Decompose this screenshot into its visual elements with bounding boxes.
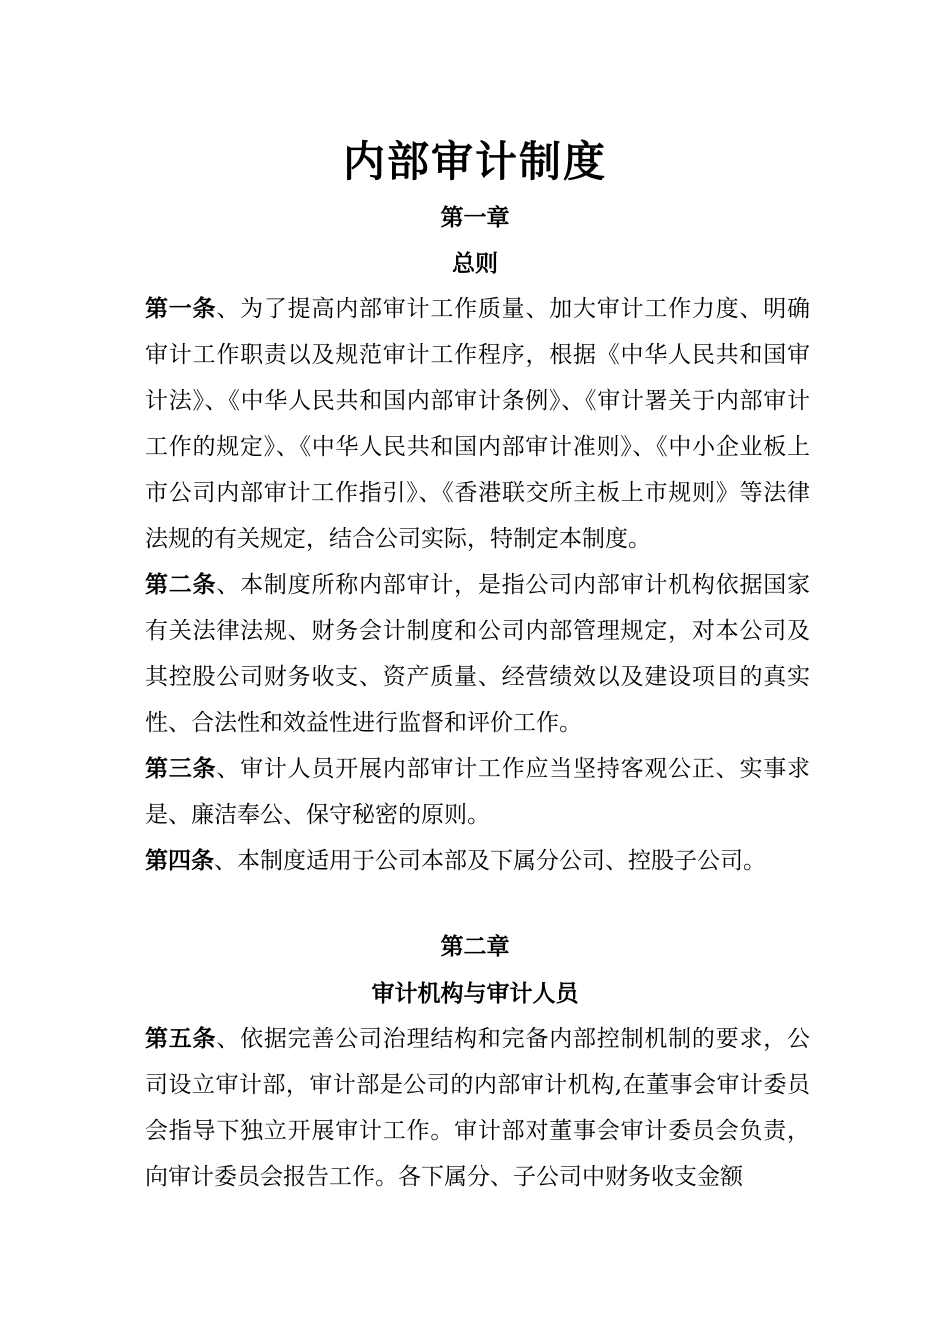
article-1-label: 第一条 [145, 295, 217, 322]
article-4 [145, 838, 810, 884]
article-1 [145, 286, 810, 562]
chapter-2-name: 审计机构与审计人员 [371, 980, 579, 1007]
article-5-text: 、依据完善公司治理结构和完备内部控制机制的要求，公司设立审计部，审计部是公司的内部审计机构,在董事会审计委员会指导下独立开展审计工作。审计部对董事会审计委员会负责，向审计委员会报告工作。各下属分、子公司中财务收支金额 [145, 1026, 811, 1190]
chapter-1-body [145, 286, 810, 884]
article-5 [145, 1016, 810, 1200]
article-4-label: 第四条 [145, 847, 214, 874]
article-1-text: 、为了提高内部审计工作质量、加大审计工作力度、明确审计工作职责以及规范审计工作程序，根据《中华人民共和国审计法》、《中华人民共和国内部审计条例》、《审计署关于内部审计工作的规定》、《中华人民共和国内部审计准则》、《中小企业板上市公司内部审计工作指引》、《香港联交所主板上市规则》等法律法规的有关规定，结合公司实际，特制定本制度。 [145, 296, 811, 552]
article-2-text: 、本制度所称内部审计，是指公司内部审计机构依据国家有关法律法规、财务会计制度和公司内部管理规定，对本公司及其控股公司财务收支、资产质量、经营绩效以及建设项目的真实性、合法性和效益性进行监督和评价工作。 [145, 572, 811, 736]
article-3 [145, 746, 810, 838]
chapter-1-number: 第一章 [440, 204, 510, 231]
document-title: 内部审计制度 [342, 137, 607, 186]
article-4-text: 、本制度适用于公司本部及下属分公司、控股子公司。 [214, 848, 766, 874]
article-2-label: 第二条 [145, 571, 217, 598]
article-3-label: 第三条 [145, 755, 217, 782]
article-5-label: 第五条 [145, 1025, 217, 1052]
chapter-2-body [145, 1016, 810, 1200]
chapter-2-number: 第二章 [440, 933, 510, 960]
article-2 [145, 562, 810, 746]
article-3-text: 、审计人员开展内部审计工作应当坚持客观公正、实事求是、廉洁奉公、保守秘密的原则。 [145, 756, 811, 828]
chapter-1-name: 总则 [452, 250, 498, 277]
